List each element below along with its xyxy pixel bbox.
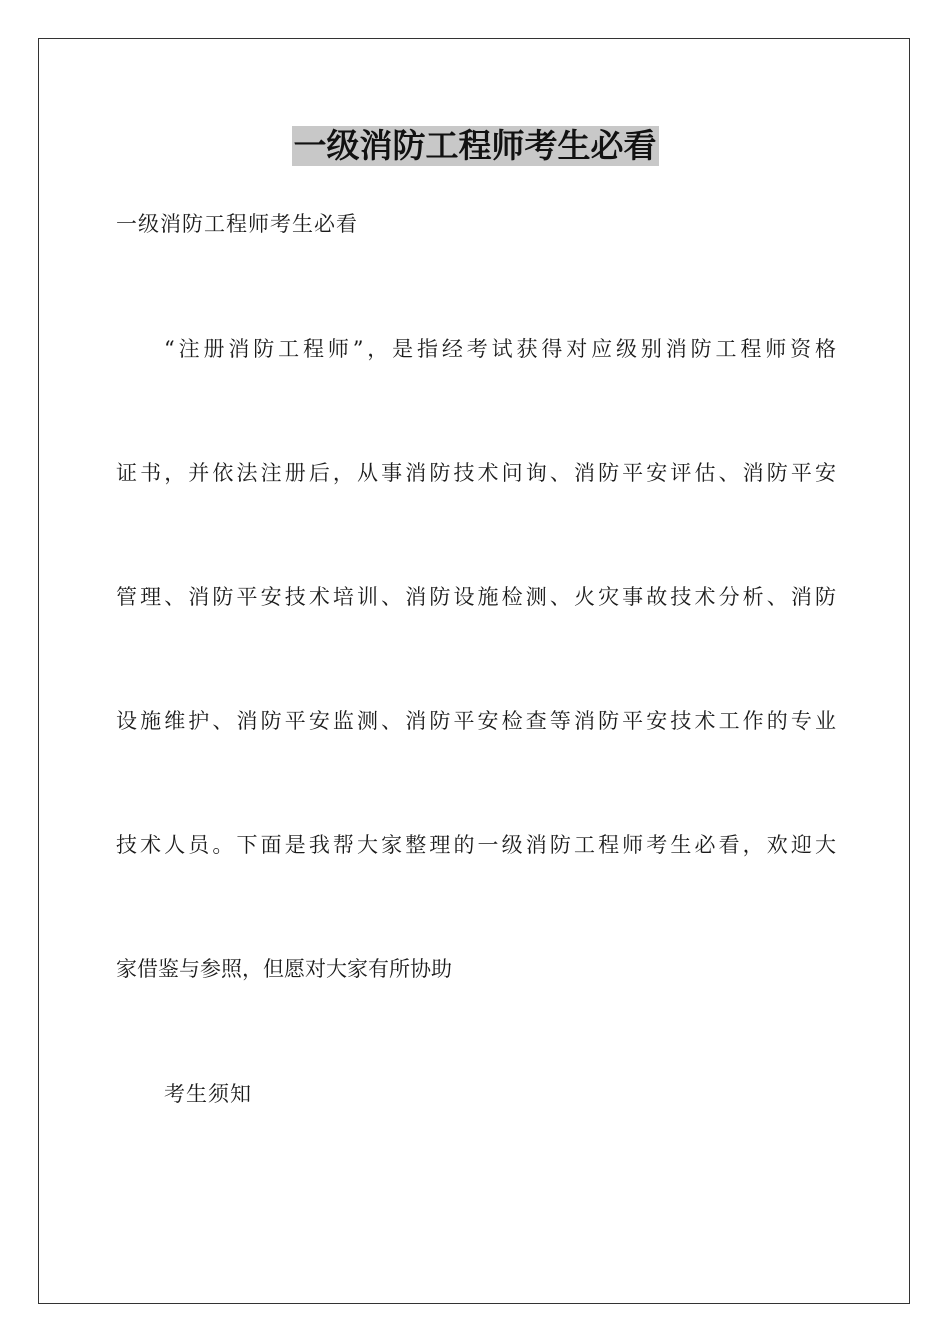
paragraph-line: 管理、消防平安技术培训、消防设施检测、火灾事故技术分析、消防 <box>116 585 836 609</box>
document-subtitle: 一级消防工程师考生必看 <box>116 212 358 236</box>
paragraph-line: “注册消防工程师”，是指经考试获得对应级别消防工程师资格 <box>164 337 836 361</box>
document-title-text: 一级消防工程师考生必看 <box>293 126 657 165</box>
body-paragraph <box>116 307 836 1051</box>
document-title <box>0 126 950 166</box>
paragraph-line: 证书，并依法注册后，从事消防技术问询、消防平安评估、消防平安 <box>116 461 836 485</box>
paragraph-line: 家借鉴与参照，但愿对大家有所协助 <box>116 957 452 981</box>
paragraph-line: 技术人员。下面是我帮大家整理的一级消防工程师考生必看，欢迎大 <box>116 833 836 857</box>
paragraph-line: 设施维护、消防平安监测、消防平安检查等消防平安技术工作的专业 <box>116 709 836 733</box>
section-heading: 考生须知 <box>164 1082 252 1106</box>
